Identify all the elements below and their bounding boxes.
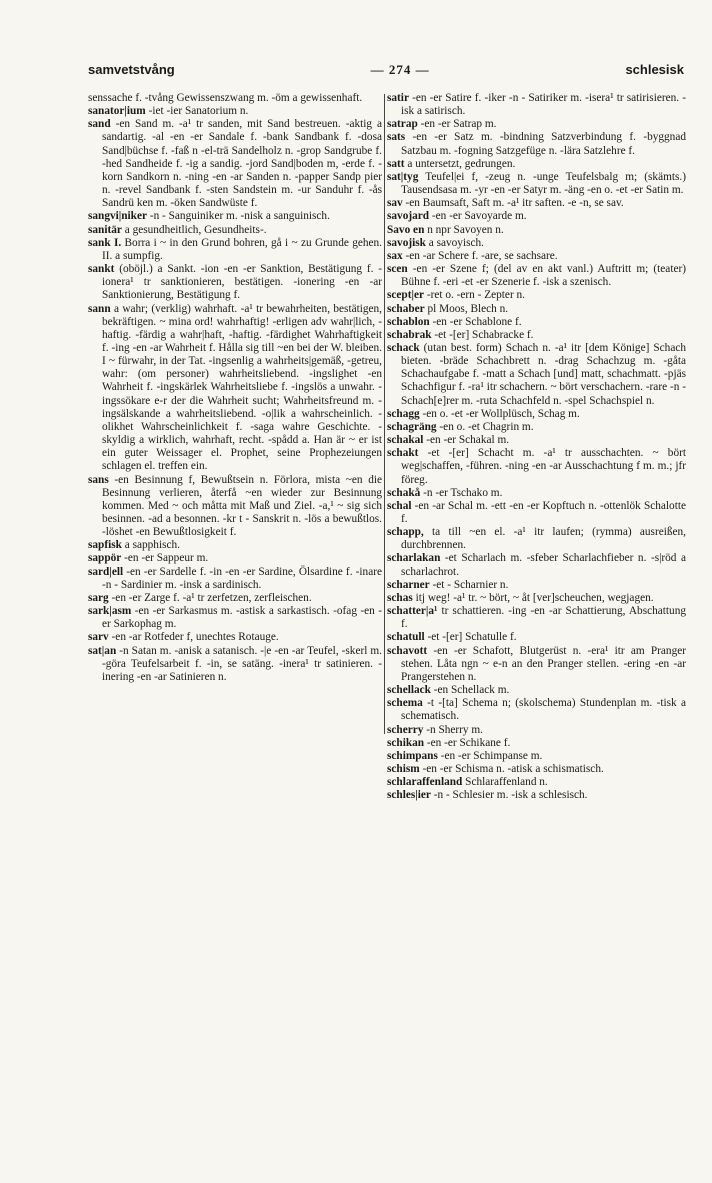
entry-definition: a savoyisch. [428, 236, 484, 249]
dictionary-entry [88, 539, 382, 552]
entry-definition: -en -ar Rotfeder f, unechtes Rotauge. [111, 631, 279, 644]
entry-definition: -en -er Sappeur m. [124, 552, 209, 565]
entry-headword: sann [88, 302, 111, 315]
entry-definition: tr schattieren. -ing -en -ar Schattierung, Abschattung f. [401, 605, 686, 631]
entry-definition: a wahr; (verklig) wahrhaft. -a¹ tr bewahrheiten, bestätigen, bekräftigen. ~ mina ord! wahrhaftig! -erligen adv wahr|lich, -haftig. -färdig a wahr|haft, -haftig. -färdighet Wahrhaftigkeit f. -ing -en -ar Wahrheit f. Hålla sig till ~en bei der W. bleiben. I ~ fürwahr, in der Tat. -ingsenlig a wahrheits|gemäß, -getreu, wahr: (om personer) wahrheitsliebend. -ingslighet -en Wahrheit f. -ingskärlek Wahrheitsliebe f. -ingslös a unwahr. -ingssökare e-r der die Wahrheit sucht; Wahrheitsfreund m. -ingsälskande a wahrheitsliebend. -o|lik a wahrscheinlich. -olikhet Wahrscheinlichkeit f. -saga wahre Geschichte. -skyldig a wirklich, wahrhaft, recht. -spådd a. Han är ~ er ist ein guter Weissager el. Prophet, seine Prophezeiungen schlagen el. treffen ein. [102, 302, 382, 473]
entry-headword: schablon [387, 315, 430, 328]
entry-definition: -et Scharlach m. -sfeber Scharlachfieber n. -s|röd a scharlachrot. [401, 552, 686, 578]
entry-definition: -en -er Schablone f. [432, 315, 522, 328]
dictionary-entry [88, 92, 382, 105]
dictionary-entry [387, 421, 686, 434]
dictionary-entry [387, 92, 686, 118]
dictionary-entry [88, 592, 382, 605]
dictionary-entry [88, 631, 382, 644]
entry-definition: n npr Savoyen n. [427, 223, 504, 236]
entry-headword: schavott [387, 644, 428, 657]
entry-definition: -et -[er] Schabracke f. [434, 328, 534, 341]
entry-definition: Schlaraffenland n. [465, 776, 548, 789]
entry-definition: -n Satan m. -anisk a satanisch. -|e -en -ar Teufel, -skerl m. -göra Teufelsarbeit f. -in, se satäng. -inera¹ tr satinieren. -inering -en -ar Satinieren n. [102, 644, 382, 683]
dictionary-entry [387, 684, 686, 697]
entry-headword: schabrak [387, 328, 432, 341]
entry-headword: schakt [387, 447, 419, 460]
entry-headword: schles|ier [387, 789, 431, 802]
dictionary-entry [387, 500, 686, 526]
entry-headword: sats [387, 131, 406, 144]
dictionary-entry [387, 316, 686, 329]
dictionary-entry [88, 237, 382, 263]
entry-definition: -en -er Schimpanse m. [440, 749, 543, 762]
dictionary-entry [387, 289, 686, 302]
entry-definition: -n - Sanguiniker m. -nisk a sanguinisch. [149, 210, 330, 223]
dictionary-entry [387, 605, 686, 631]
entry-definition: -en -er Schikane f. [426, 736, 511, 749]
entry-definition: -en Schellack m. [433, 684, 510, 697]
entry-definition: -en -er Satz m. -bindning Satzverbindung f. -byggnad Satzbau m. -fogning Satzgefüge n. -lära Satzlehre f. [401, 131, 686, 157]
entry-definition: a sapphisch. [124, 539, 180, 552]
entry-headword: sangvi|niker [88, 210, 147, 223]
entry-definition: -en Sand m. -a¹ tr sanden, mit Sand bestreuen. -aktig a sandartig. -al -en -er Sandale f. -bank Sandbank f. -dosa Sand|büchse f. -faß n -el-trä Sandelholz n. -grop Sandgrube f. -hed Sandheide f. -ig a sandig. -jord Sand|boden m, -erde f. -korn Sandkorn n. -ning -en -ar Sanden n. -papper Sandp pier n. -revel Sandbank f. -sten Sandstein m. -ur Sanduhr f. -ås Sandrü ken m. -öken Sandwüste f. [102, 118, 382, 210]
entry-definition: -en -er Satire f. -iker -n - Satiriker m. -isera¹ tr satirisieren. -isk a satirisch. [401, 92, 686, 118]
entry-headword: sat|an [88, 644, 117, 657]
dictionary-entry [88, 566, 382, 592]
entry-headword: schaber [387, 302, 425, 315]
dictionary-entry [387, 210, 686, 223]
right-column [387, 92, 686, 802]
entry-definition: -et - Scharnier n. [432, 578, 509, 591]
entry-definition: -en o. -et -er Wollplüsch, Schag m. [422, 407, 580, 420]
entry-definition: -en -er Zarge f. -a¹ tr zerfetzen, zerfleischen. [111, 591, 312, 604]
page-header [88, 62, 684, 84]
entry-headword: sand [88, 118, 111, 131]
entry-headword: savojisk [387, 236, 426, 249]
entry-definition: -et -[er] Schacht m. -a¹ tr ausschachten. ~ bört weg|schaffen, -führen. -ning -en -ar Ausschachtung f m. m.; jfr föreg. [401, 447, 686, 486]
dictionary-entry [387, 197, 686, 210]
entry-headword: schack [387, 341, 420, 354]
dictionary-entry [387, 131, 686, 157]
entry-headword: savojard [387, 210, 430, 223]
entry-headword: scharner [387, 578, 430, 591]
entry-definition: -en -ar Schere f. -are, se sachsare. [405, 249, 558, 262]
entry-definition: a gesundheitlich, Gesundheits-. [124, 223, 267, 236]
entry-definition: -en -er Savoyarde m. [431, 210, 527, 223]
entry-headword: satir [387, 92, 409, 104]
entry-definition: itj weg! -a¹ tr. ~ bört, ~ åt [ver]scheuchen, wegjagen. [415, 591, 654, 604]
dictionary-entry [387, 118, 686, 131]
entry-headword: sav [387, 197, 403, 210]
dictionary-entry [88, 645, 382, 684]
dictionary-entry [387, 789, 686, 802]
entry-headword: schimpans [387, 749, 438, 762]
dictionary-entry [387, 724, 686, 737]
entry-definition: Teufel|ei f, -zeug n. -unge Teufelsbalg m; (skämts.) Tausendsasa m. -yr -en -er Satyr m. -äng -en o. -et -er Satin m. [401, 170, 686, 197]
entry-headword: schellack [387, 684, 431, 697]
entry-headword: schism [387, 762, 420, 775]
entry-headword: sarv [88, 631, 109, 644]
entry-definition: (oböjl.) a Sankt. -ion -en -er Sanktion, Bestätigung f. -ionera¹ tr sanktionieren, bestätigen. -ionering -en -ar Sanktionierung, Bestätigung f. [102, 263, 382, 302]
dictionary-entry [88, 474, 382, 540]
dictionary-entry [387, 697, 686, 723]
header-left-guideword: samvetstvång [88, 62, 175, 77]
dictionary-entry [387, 526, 686, 552]
entry-definition: -et -[er] Schatulle f. [427, 631, 517, 644]
dictionary-entry [387, 408, 686, 421]
header-right-guideword: schlesisk [625, 62, 684, 77]
entry-definition: -en -er Szene f; (del av en akt vanl.) Auftritt m; (teater) Bühne f. -eri -et -er Szenerie f. -isk a szenisch. [401, 263, 686, 289]
entry-definition: Borra i ~ in den Grund bohren, gå i ~ zu Grunde gehen. II. a sumpfig. [102, 236, 382, 262]
dictionary-entry [387, 329, 686, 342]
entry-definition: a untersetzt, gedrungen. [407, 157, 516, 170]
entry-headword: sax [387, 249, 403, 262]
dictionary-columns [88, 92, 686, 1142]
entry-definition: -en -er Schisma n. -atisk a schismatisch. [422, 762, 604, 775]
entry-headword: schagg [387, 407, 420, 420]
entry-headword: scen [387, 263, 408, 276]
dictionary-entry [387, 237, 686, 250]
entry-headword: satt [387, 157, 405, 170]
entry-headword: scherry [387, 723, 424, 736]
entry-headword: sapfisk [88, 539, 122, 552]
entry-definition: -en Baumsaft, Saft m. -a¹ itr saften. -e -n, se sav. [405, 197, 624, 210]
entry-definition: -iet -ier Sanatorium n. [148, 105, 249, 118]
entry-definition: -n -er Tschako m. [423, 486, 503, 499]
entry-headword: schal [387, 499, 412, 512]
entry-headword: schakal [387, 434, 424, 447]
entry-headword: schlaraffenland [387, 776, 463, 789]
entry-headword: schikan [387, 736, 425, 749]
entry-headword: schapp, [387, 526, 424, 539]
dictionary-entry [387, 552, 686, 578]
dictionary-entry [387, 171, 686, 197]
dictionary-entry [88, 105, 382, 118]
entry-headword: sans [88, 473, 109, 486]
entry-headword: scept|er [387, 289, 424, 302]
entry-headword: schatull [387, 631, 425, 644]
dictionary-entry [387, 263, 686, 289]
entry-headword: schema [387, 697, 423, 710]
dictionary-entry [88, 118, 382, 210]
dictionary-entry [88, 210, 382, 223]
dictionary-entry [387, 303, 686, 316]
entry-headword: sark|asm [88, 605, 132, 618]
entry-headword: sanator|ium [88, 105, 146, 118]
dictionary-entry [387, 763, 686, 776]
entry-definition: -ret o. -ern - Zepter n. [426, 289, 525, 302]
dictionary-entry [88, 263, 382, 302]
entry-definition: -t -[ta] Schema n; (skolschema) Stundenplan m. -tisk a schematisch. [401, 697, 686, 723]
entry-headword: schatter|a¹ [387, 605, 438, 618]
entry-headword: satrap [387, 118, 418, 131]
entry-definition: senssache f. -tvång Gewissenszwang m. -öm a gewissenhaft. [88, 92, 363, 104]
dictionary-entry [387, 579, 686, 592]
dictionary-entry [387, 592, 686, 605]
entry-definition: ta till ~en el. -a¹ itr laufen; (rymma) ausreißen, durchbrennen. [401, 526, 686, 552]
entry-definition: -en -er Schafott, Blutgerüst n. -era¹ itr am Pranger stehen. Låta ngn ~ e-n an den Pranger stellen. -ering -en -ar Prangerstehen n. [401, 644, 686, 683]
entry-headword: schas [387, 591, 413, 604]
dictionary-entry [387, 737, 686, 750]
dictionary-entry [387, 250, 686, 263]
column-divider [384, 94, 385, 734]
entry-definition: -n Sherry m. [426, 723, 484, 736]
dictionary-entry [387, 224, 686, 237]
dictionary-entry [88, 552, 382, 565]
dictionary-entry [387, 342, 686, 408]
page-number: — 274 — [370, 62, 430, 77]
entry-headword: schagräng [387, 420, 437, 433]
entry-headword: sat|tyg [387, 170, 419, 183]
entry-headword: sarg [88, 591, 109, 604]
dictionary-entry [88, 224, 382, 237]
entry-definition: -n - Schlesier m. -isk a schlesisch. [433, 789, 588, 802]
entry-definition: -en o. -et Chagrin m. [439, 420, 534, 433]
dictionary-entry [88, 303, 382, 474]
entry-definition: -en -er Sarkasmus m. -astisk a sarkastisch. -ofag -en -er Sarkophag m. [102, 605, 382, 631]
left-column [88, 92, 382, 684]
entry-definition: (utan best. form) Schach n. -a¹ itr [dem Könige] Schach bieten. -bräde Schachbrett n. -drag Schachzug m. -gåta Schachaufgabe f. -matt a Schach [und] matt, schachmatt. -pjäs Schachfigur f. -ra¹ itr schachern. ~ bört verschachern. -rare -n - Schach[e]rer m. -ruta Schachfeld n. -spel Schachspiel n. [401, 341, 686, 407]
dictionary-entry [387, 487, 686, 500]
entry-definition: -en -ar Schal m. -ett -en -er Kopftuch n. -ottenlök Schalotte f. [401, 499, 686, 525]
entry-headword: Savo en [387, 223, 425, 236]
dictionary-entry [387, 631, 686, 644]
dictionary-entry [387, 645, 686, 684]
dictionary-entry [387, 434, 686, 447]
entry-headword: sard|ell [88, 565, 124, 578]
entry-definition: -en Besinnung f, Bewußtsein n. Förlora, mista ~en die Besinnung verlieren, återfå ~en wieder zur Besinnung kommen. Med ~ och måtta mit Maß und Ziel. -a,¹ ~ sig sich besinnen. -ad a besonnen. -kr t - Sanskrit n. -lös a bewußtlos. -löshet -en Bewußtlosigkeit f. [102, 473, 382, 539]
dictionary-entry [88, 605, 382, 631]
entry-definition: -en -er Schakal m. [426, 434, 510, 447]
entry-headword: scharlakan [387, 552, 441, 565]
entry-headword: sanitär [88, 223, 122, 236]
entry-headword: schakå [387, 486, 421, 499]
dictionary-entry [387, 158, 686, 171]
dictionary-entry [387, 447, 686, 486]
dictionary-entry [387, 776, 686, 789]
entry-definition: -en -er Satrap m. [420, 118, 497, 131]
entry-definition: -en -er Sardelle f. -in -en -er Sardine, Ölsardine f. -inare -n - Sardinier m. -insk a sardinisch. [102, 565, 382, 591]
dictionary-entry [387, 750, 686, 763]
entry-headword: sappör [88, 552, 122, 565]
entry-headword: sankt [88, 263, 115, 276]
entry-headword: sank I. [88, 236, 122, 249]
entry-definition: pl Moos, Blech n. [427, 302, 509, 315]
